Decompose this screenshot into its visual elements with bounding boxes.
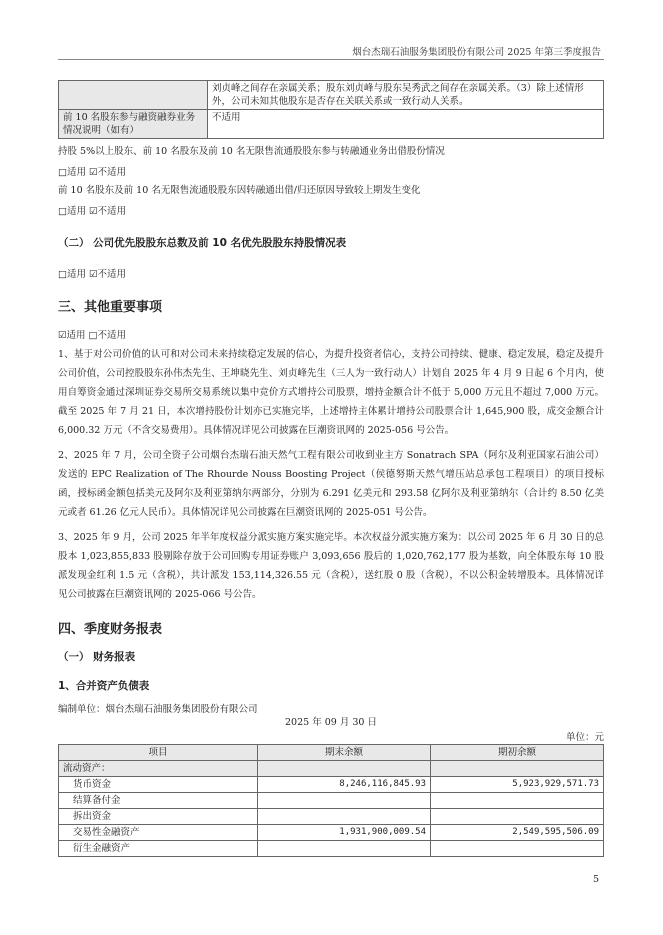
header-divider: [58, 59, 604, 60]
other-matters-applicability: ☑适用 □不适用: [58, 330, 127, 341]
row-end-value: 1,931,900,009.54: [258, 825, 431, 841]
table-row: [59, 825, 604, 841]
paragraph-1: 1、基于对公司价值的认可和对公司未来持续稳定发展的信心，为提升投资者信心，支持公司持续、健康、稳定发展，稳定及提升公司价值，公司控股股东孙伟杰先生、王坤晓先生、刘贞峰先生（三人为一致行动人）计划自 2025 年 4 月 9 日起 6 个月内，使用自筹资金通过深圳证券交易所交易系统以集中竞价方式增持公司股票，增持金额合计不低于 5,000 万元且不超过 7,000 万元。截至 2025 年 7 月 21 日，本次增持股份计划亦已实施完毕，上述增持主体累计增持公司股票合计 1,645,900 股，成交金额合计 6,000.32 万元（不含交易费用）。具体情况详见公司披露在巨潮资讯网的 2025-056 号公告。: [58, 349, 604, 436]
relation-note: 刘贞峰之间存在亲属关系；股东刘贞峰与股东吴秀武之间存在亲属关系。（3）除上述情形外，公司未知其他股东是否存在关联关系或一致行动人关系。: [208, 81, 604, 110]
balance-sheet-table: [58, 744, 604, 857]
currency-unit: 单位：元: [565, 732, 604, 743]
table-row: [59, 793, 604, 809]
financial-statements-heading: 四、季度财务报表: [58, 622, 163, 637]
row-begin-value: 2,549,595,506.09: [431, 825, 604, 841]
row-begin-value: [431, 761, 604, 777]
margin-trading-label: 前 10 名股东参与融资融券业务情况说明（如有）: [59, 110, 208, 139]
row-begin-value: [431, 841, 604, 857]
balance-sheet-heading: 1、合并资产负债表: [58, 680, 150, 692]
row-begin-value: [431, 809, 604, 825]
paragraph-3: 3、2025 年 9 月，公司 2025 年半年度权益分派实施方案实施完毕。本次权益分派实施方案为：以公司 2025 年 6 月 30 日的总股本 1,023,855,833 股剔除存放于公司回购专用证券账户 3,093,656 股后的 1,020,762,177 股为基数，向全体股东每 10 股派发现金红利 1.5 元（含税），共计派发 153,114,326.55 元（含税），送红股 0 股（含税），不以公积金转增股本。具体情况详见公司披露在巨潮资讯网的 2025-066 号公告。: [58, 532, 604, 600]
row-begin-value: 5,923,929,571.73: [431, 777, 604, 793]
change-applicability: □适用 ☑不适用: [58, 206, 127, 217]
preferred-shares-heading: （二） 公司优先股股东总数及前 10 名优先股股东持股情况表: [58, 237, 347, 249]
row-end-value: [258, 809, 431, 825]
row-end-value: [258, 841, 431, 857]
page-header: 烟台杰瑞石油服务集团股份有限公司 2025 年第三季度报告: [352, 47, 601, 58]
row-item: 流动资产：: [59, 761, 258, 777]
lending-title: 持股 5%以上股东、前 10 名股东及前 10 名无限售流通股股东参与转融通业务出借股份情况: [58, 146, 445, 157]
preferred-shares-applicability: □适用 ☑不适用: [58, 269, 127, 280]
row-end-value: 8,246,116,845.93: [258, 777, 431, 793]
row-begin-value: [431, 793, 604, 809]
page-content: [58, 80, 604, 857]
table-row: [59, 841, 604, 857]
page-number: 5: [592, 874, 599, 885]
row-item: 衍生金融资产: [59, 841, 258, 857]
column-header-begin-balance: 期初余额: [431, 745, 604, 761]
change-title: 前 10 名股东及前 10 名无限售流通股股东因转融通出借/归还原因导致较上期发生变化: [58, 185, 421, 196]
row-end-value: [258, 793, 431, 809]
lending-applicability: □适用 ☑不适用: [58, 167, 127, 178]
compiler-label: 编制单位：烟台杰瑞石油服务集团股份有限公司: [58, 704, 258, 715]
column-header-item: 项目: [59, 745, 258, 761]
row-item: 货币资金: [59, 777, 258, 793]
row-item: 交易性金融资产: [59, 825, 258, 841]
column-header-end-balance: 期末余额: [258, 745, 431, 761]
table-row: [59, 81, 604, 110]
table-row: [59, 110, 604, 139]
paragraph-2: 2、2025 年 7 月，公司全资子公司烟台杰瑞石油天然气工程有限公司收到业主方 Sonatrach SPA（阿尔及利亚国家石油公司）发送的 EPC Realization of The Rhourde Nouss Boosting Project（侯德努斯天然气增压站总承包工程项目）的项目授标函，授标函金额包括美元及阿尔及利亚第纳尔两部分，分别为 6.291 亿美元和 293.58 亿阿尔及利亚第纳尔（合计约 8.50 亿美元或者 61.26 亿元人民币）。具体情况详见公司披露在巨潮资讯网的 2025-051 号公告。: [58, 450, 604, 518]
table-row: [59, 809, 604, 825]
table-row: [59, 777, 604, 793]
shareholder-table: [58, 80, 604, 139]
row-item: 结算备付金: [59, 793, 258, 809]
other-matters-heading: 三、其他重要事项: [58, 300, 163, 315]
row-end-value: [258, 761, 431, 777]
financial-statements-subheading: （一） 财务报表: [58, 651, 136, 663]
table-cell-empty: [59, 81, 208, 110]
report-date: 2025 年 09 月 30 日: [285, 717, 377, 728]
margin-trading-value: 不适用: [208, 110, 604, 139]
table-row: [59, 761, 604, 777]
row-item: 拆出资金: [59, 809, 258, 825]
table-header-row: [59, 745, 604, 761]
